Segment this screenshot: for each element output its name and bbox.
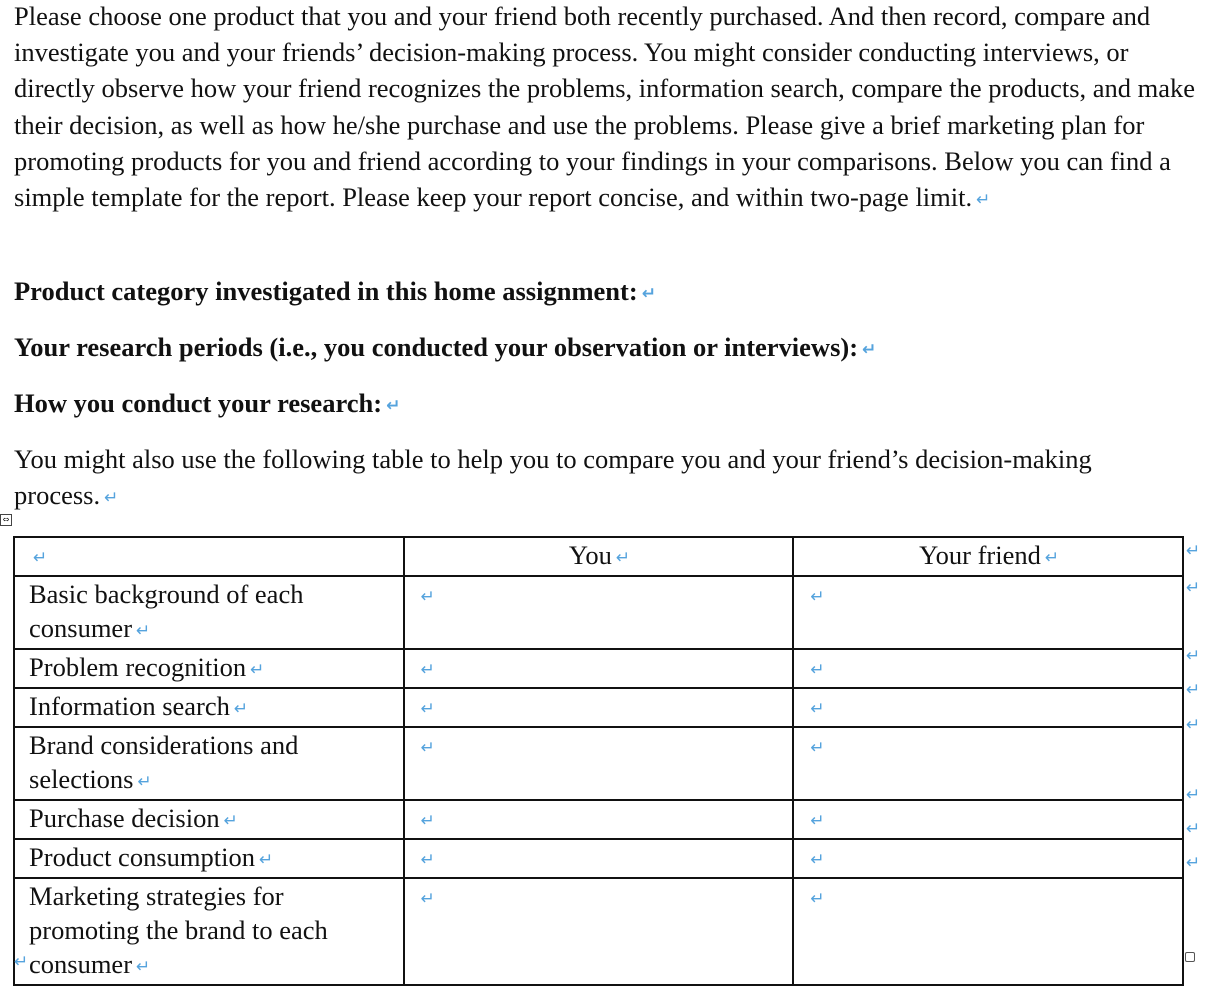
- friend-cell[interactable]: [793, 727, 1183, 800]
- you-cell[interactable]: [404, 576, 794, 649]
- friend-cell[interactable]: [793, 839, 1183, 878]
- cell-mark-icon: ↵: [420, 850, 435, 870]
- cell-mark-icon: ↵: [420, 889, 435, 909]
- cell-mark-icon: ↵: [810, 660, 825, 680]
- trailing-paragraph-mark-icon: ↵: [14, 952, 29, 972]
- table-row: [14, 649, 1183, 688]
- you-cell[interactable]: [404, 649, 794, 688]
- row-end-mark-icon: ↵: [1186, 680, 1201, 700]
- cell-mark-icon: ↵: [420, 587, 435, 607]
- cell-mark-icon: ↵: [233, 699, 249, 719]
- row-end-mark-icon: ↵: [1186, 646, 1201, 666]
- table-row: [14, 800, 1183, 839]
- row-label-cell[interactable]: Problem recognition ↵: [14, 649, 404, 688]
- cell-mark-icon: ↵: [810, 587, 825, 607]
- friend-cell[interactable]: [793, 800, 1183, 839]
- cell-mark-icon: ↵: [420, 811, 435, 831]
- table-move-handle-icon[interactable]: ⇔: [0, 514, 12, 526]
- heading-product-category: Product category investigated in this home assignment: ↵: [14, 276, 656, 306]
- cell-mark-icon: ↵: [136, 957, 151, 977]
- cell-mark-icon: ↵: [810, 738, 825, 758]
- you-cell[interactable]: [404, 878, 794, 985]
- cell-mark-icon: ↵: [810, 850, 825, 870]
- row-label-cell[interactable]: Basic background of each consumer ↵: [14, 576, 404, 649]
- friend-cell[interactable]: [793, 878, 1183, 985]
- table-header-you[interactable]: You ↵: [404, 537, 794, 576]
- row-label-cell[interactable]: Brand considerations and selections ↵: [14, 727, 404, 800]
- table-resize-handle[interactable]: [1185, 952, 1195, 962]
- cell-mark-icon: ↵: [136, 621, 151, 641]
- paragraph-mark-icon: ↵: [641, 284, 656, 304]
- cell-mark-icon: ↵: [420, 699, 435, 719]
- row-end-mark-icon: ↵: [1186, 715, 1201, 735]
- table-row: [14, 688, 1183, 727]
- row-end-mark-icon: ↵: [1186, 853, 1201, 873]
- cell-mark-icon: ↵: [137, 772, 152, 792]
- cell-mark-icon: ↵: [258, 850, 274, 870]
- row-end-mark-icon: ↵: [1186, 541, 1201, 561]
- heading-research-periods: Your research periods (i.e., you conducted your observation or interviews): ↵: [14, 332, 877, 362]
- row-end-mark-icon: ↵: [1186, 785, 1201, 805]
- instructions-paragraph: Please choose one product that you and your friend both recently purchased. And then record, compare and investigate you and your friends’ decision-making process. You might consider conducting interviews, or directly observe how your friend recognizes the problems, information search, compare the products, and make their decision, as well as how he/she purchase and use the problems. Please give a brief marketing plan for promoting products for you and friend according to your findings in your comparisons. Below you can find a simple template for the report. Please keep your report concise, and within two-page limit. ↵: [14, 1, 1196, 213]
- table-row: [14, 727, 1183, 800]
- cell-mark-icon: ↵: [420, 738, 435, 758]
- cell-mark-icon: ↵: [250, 660, 265, 680]
- cell-mark-icon: ↵: [810, 811, 825, 831]
- friend-cell[interactable]: [793, 576, 1183, 649]
- heading-how-conduct: How you conduct your research: ↵: [14, 388, 401, 418]
- table-header-cell[interactable]: [14, 537, 404, 576]
- cell-mark-icon: ↵: [33, 548, 48, 568]
- you-cell[interactable]: [404, 688, 794, 727]
- table-row: [14, 576, 1183, 649]
- cell-mark-icon: ↵: [810, 889, 825, 909]
- row-end-mark-icon: ↵: [1186, 819, 1201, 839]
- friend-cell[interactable]: [793, 649, 1183, 688]
- paragraph-mark-icon: ↵: [104, 488, 119, 509]
- cell-mark-icon: ↵: [615, 548, 631, 568]
- friend-cell[interactable]: [793, 688, 1183, 727]
- cell-mark-icon: ↵: [223, 811, 238, 831]
- cell-mark-icon: ↵: [1044, 548, 1060, 568]
- table-row: [14, 878, 1183, 985]
- table-header-friend[interactable]: Your friend ↵: [793, 537, 1183, 576]
- cell-mark-icon: ↵: [420, 660, 435, 680]
- table-intro-paragraph: You might also use the following table to help you to compare you and your friend’s decision-making process. ↵: [14, 444, 1092, 511]
- you-cell[interactable]: [404, 800, 794, 839]
- row-label-cell[interactable]: Information search ↵: [14, 688, 404, 727]
- paragraph-mark-icon: ↵: [976, 190, 991, 211]
- paragraph-mark-icon: ↵: [386, 396, 401, 416]
- paragraph-mark-icon: ↵: [862, 340, 877, 360]
- table-row: [14, 839, 1183, 878]
- row-label-cell[interactable]: Marketing strategies for promoting the brand to each consumer ↵: [14, 878, 404, 985]
- you-cell[interactable]: [404, 727, 794, 800]
- row-end-mark-icon: ↵: [1186, 578, 1201, 598]
- cell-mark-icon: ↵: [810, 699, 825, 719]
- row-label-cell[interactable]: Product consumption ↵: [14, 839, 404, 878]
- you-cell[interactable]: [404, 839, 794, 878]
- table-header-row: [14, 537, 1183, 576]
- row-label-cell[interactable]: Purchase decision ↵: [14, 800, 404, 839]
- comparison-table: [13, 536, 1184, 986]
